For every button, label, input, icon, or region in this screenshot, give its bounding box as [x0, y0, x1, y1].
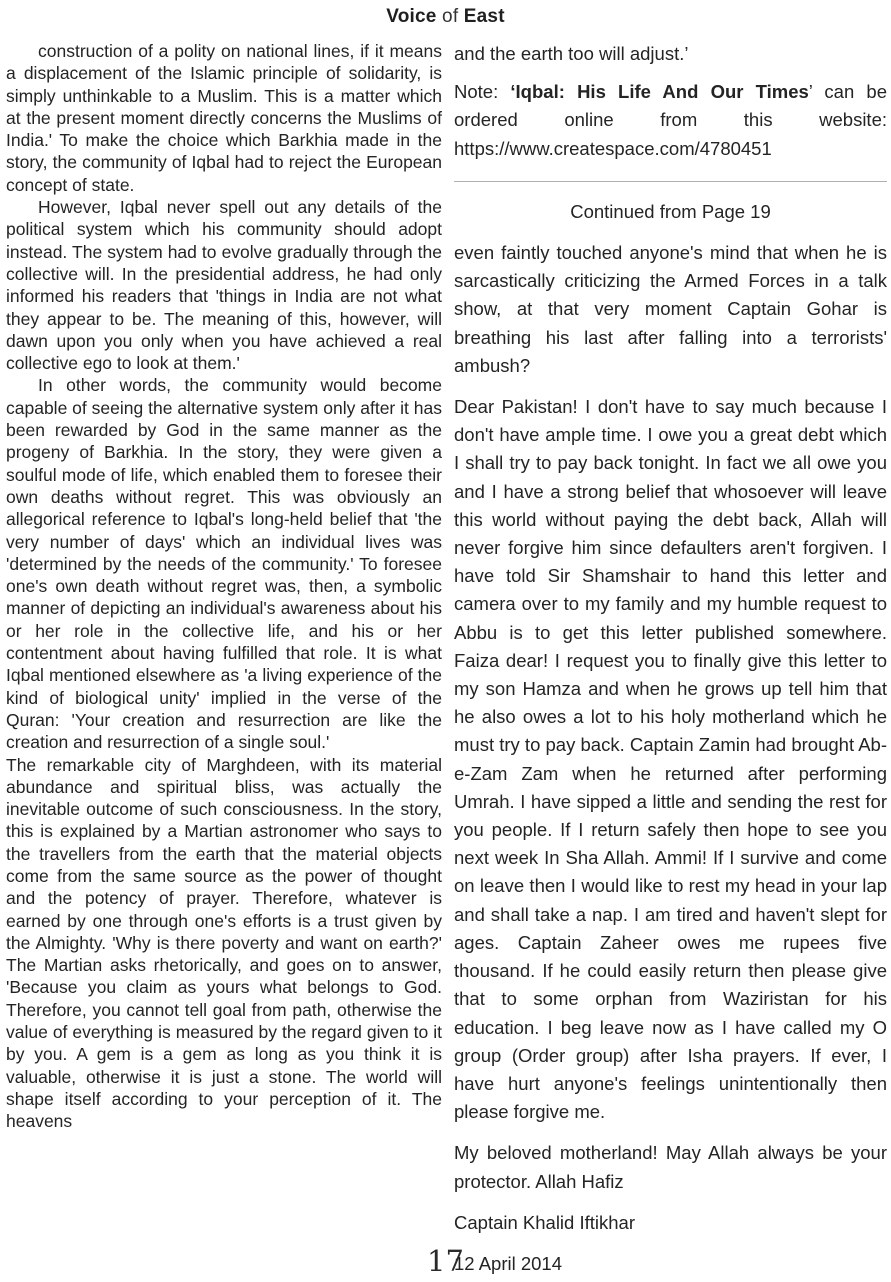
masthead-title — [0, 0, 891, 28]
left-column — [6, 40, 442, 1282]
masthead-word-east: East — [463, 6, 505, 27]
page-number: 17 — [427, 1244, 464, 1278]
two-column-body — [0, 40, 891, 1282]
continued-from-heading: Continued from Page 19 — [570, 200, 771, 222]
section-divider — [454, 181, 887, 182]
left-paragraph-1: construction of a polity on national lines, if it means a displacement of the Islamic principle of solidarity, is simply unthinkable to a Muslim. This is a matter which at the present moment directly concerns the Muslims of India.' To make the choice which Barkhia made in the story, the community of Iqbal had to reject the European concept of state. — [6, 41, 442, 195]
signature-line: Captain Khalid Iftikhar — [454, 1211, 635, 1233]
right-paragraph-2: Dear Pakistan! I don't have to say much because I don't have ample time. I owe you a great debt which I shall try to pay back tonight. In fact we all owe you and I have a strong belief that whosoever will leave this world without paying the debt back, Allah will never forgive him since defaulters aren't forgiven. I have told Sir Shamshair to hand this letter and camera over to my family and my humble request to Abbu is to get this letter published somewhere. Faiza dear! I request you to finally give this letter to my son Hamza and when he grows up tell him that he also owes a lot to his holy motherland which he must try to pay back. Captain Zamin had brought Ab-e-Zam Zam when he returned after performing Umrah. I have sipped a little and sending the rest for you people. If I return safely then hope to see you next week In Sha Allah. Ammi! If I survive and come on leave then I would like to rest my head in your lap and shall take a nap. I am tired and haven't slept for ages. Captain Zaheer owes me rupees five thousand. If he could easily return then please give that to some orphan from Waziristan for his education. I beg leave now as I have called my O group (Order group) after Isha prayers. If ever, I have hurt anyone's feelings unintentionally then please forgive me. — [454, 396, 887, 1123]
left-paragraph-2: However, Iqbal never spell out any details of the political system which his community should adopt instead. The system had to evolve gradually through the collective will. In the presidential address, he had only informed his readers that 'things in India are not what they appear to be. The meaning of this, however, will dawn upon you only when you have achieved a real collective ego to look at them.' — [6, 197, 442, 374]
note-after-bold: ’ can be ordered online from this website: — [454, 81, 887, 131]
right-paragraph-1: even faintly touched anyone's mind that when he is sarcastically criticizing the Armed Forces in a talk show, at that very moment Captain Gohar is breathing his last after falling into a terrorists' ambush? — [454, 242, 887, 376]
note-prefix: Note: — [454, 81, 511, 103]
book-title: ‘Iqbal: His Life And Our Times — [510, 81, 809, 103]
masthead-word-of: of — [442, 6, 459, 27]
website-url: https://www.createspace.com/4780451 — [454, 137, 772, 159]
date-line: 12 April 2014 — [454, 1252, 563, 1274]
continuation-line: and the earth too will adjust.’ — [454, 43, 689, 64]
masthead-word-voice: Voice — [386, 6, 437, 27]
note-paragraph — [454, 78, 887, 163]
left-paragraph-4: The remarkable city of Marghdeen, with its material abundance and spiritual bliss, was actually the inevitable outcome of such consciousness. In the story, this is explained by a Martian astronomer who says to the travellers from the earth that the material objects come from the same source as the power of thought and the potency of prayer. Therefore, whatever is earned by one through one's efforts is a trust given by the Almighty. 'Why is there poverty and want on earth?' The Martian asks rhetorically, and goes on to answer, 'Because you claim as yours what belongs to God. Therefore, you cannot tell goal from path, otherwise the value of everything is measured by the regard given to it by you. A gem is a gem as long as you think it is valuable, otherwise it is just a stone. The world will shape itself according to your perception of it. The heavens — [6, 754, 442, 1132]
left-paragraph-3: In other words, the community would become capable of seeing the alternative system only after it has been rewarded by God in the same manner as the progeny of Barkhia. In the story, they were given a soulful mode of life, which enabled them to foresee their own deaths without regret. This was obviously an allegorical reference to Iqbal's long-held belief that 'the very number of days' which an individual lives was 'determined by the needs of the community.' To foresee one's own death without regret was, then, a symbolic manner of depicting an individual's awareness about his or her role in the collective life, and his or her contentment about having fulfilled that role. It is what Iqbal mentioned elsewhere as 'a living experience of the kind of biological unity' implied in the verse of the Quran: 'Your creation and resurrection are like the creation and resurrection of a single soul.' — [6, 375, 442, 753]
right-column — [454, 40, 887, 1282]
right-paragraph-3: My beloved motherland! May Allah always be your protector. Allah Hafiz — [454, 1142, 887, 1192]
